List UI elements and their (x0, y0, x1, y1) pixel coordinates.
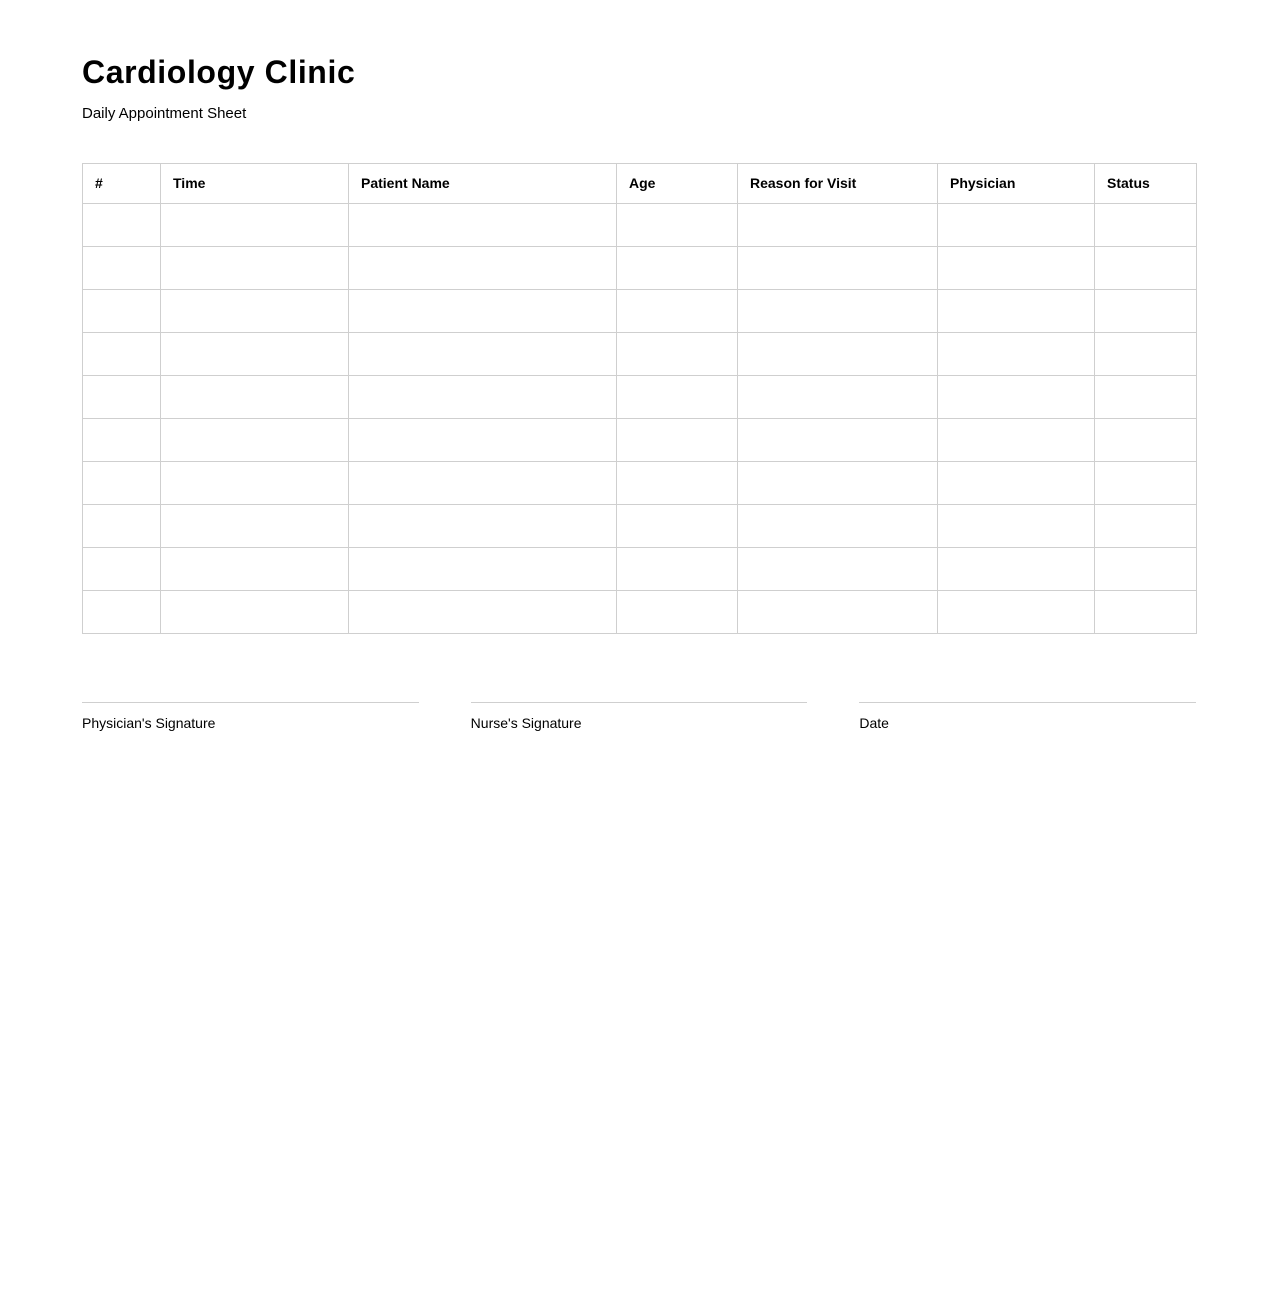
table-cell-reason[interactable] (738, 289, 938, 332)
table-row[interactable] (83, 547, 1197, 590)
table-cell-patient[interactable] (349, 246, 617, 289)
appointment-table (82, 163, 1197, 634)
signature-row (82, 634, 1196, 732)
table-row[interactable] (83, 461, 1197, 504)
table-cell-reason[interactable] (738, 461, 938, 504)
table-cell-patient[interactable] (349, 332, 617, 375)
signature-label-physician: Physician's Signature (82, 714, 216, 731)
table-cell-patient[interactable] (349, 418, 617, 461)
column-header-time: Time (161, 163, 349, 203)
table-header-row (83, 163, 1197, 203)
table-cell-number[interactable] (83, 289, 161, 332)
table-cell-reason[interactable] (738, 504, 938, 547)
table-cell-age[interactable] (617, 418, 738, 461)
table-cell-age[interactable] (617, 590, 738, 633)
table-cell-patient[interactable] (349, 375, 617, 418)
table-row[interactable] (83, 590, 1197, 633)
table-cell-number[interactable] (83, 203, 161, 246)
table-cell-status[interactable] (1095, 418, 1197, 461)
table-cell-reason[interactable] (738, 203, 938, 246)
table-cell-number[interactable] (83, 547, 161, 590)
table-body (83, 203, 1197, 633)
table-cell-physician[interactable] (938, 246, 1095, 289)
table-cell-time[interactable] (161, 246, 349, 289)
appointment-table-wrapper (82, 123, 1196, 634)
table-cell-patient[interactable] (349, 461, 617, 504)
table-row[interactable] (83, 246, 1197, 289)
table-row[interactable] (83, 504, 1197, 547)
table-cell-age[interactable] (617, 547, 738, 590)
table-cell-status[interactable] (1095, 461, 1197, 504)
signature-block-date (859, 702, 1196, 732)
table-cell-number[interactable] (83, 375, 161, 418)
signature-block-nurse (471, 702, 808, 732)
table-cell-age[interactable] (617, 461, 738, 504)
table-cell-status[interactable] (1095, 504, 1197, 547)
table-cell-patient[interactable] (349, 547, 617, 590)
table-row[interactable] (83, 332, 1197, 375)
table-cell-age[interactable] (617, 289, 738, 332)
table-cell-number[interactable] (83, 418, 161, 461)
table-cell-physician[interactable] (938, 547, 1095, 590)
table-cell-age[interactable] (617, 246, 738, 289)
table-cell-patient[interactable] (349, 203, 617, 246)
signature-label-date: Date (859, 714, 889, 731)
sheet-content (82, 0, 1196, 731)
table-row[interactable] (83, 418, 1197, 461)
table-cell-physician[interactable] (938, 504, 1095, 547)
table-cell-patient[interactable] (349, 590, 617, 633)
table-row[interactable] (83, 203, 1197, 246)
table-cell-time[interactable] (161, 289, 349, 332)
table-cell-number[interactable] (83, 461, 161, 504)
column-header-patient: Patient Name (349, 163, 617, 203)
table-cell-physician[interactable] (938, 590, 1095, 633)
table-cell-time[interactable] (161, 504, 349, 547)
column-header-status: Status (1095, 163, 1197, 203)
table-cell-patient[interactable] (349, 504, 617, 547)
signature-block-physician (82, 702, 419, 732)
table-cell-status[interactable] (1095, 375, 1197, 418)
table-cell-physician[interactable] (938, 332, 1095, 375)
table-cell-age[interactable] (617, 332, 738, 375)
table-cell-age[interactable] (617, 504, 738, 547)
table-cell-physician[interactable] (938, 461, 1095, 504)
table-cell-reason[interactable] (738, 332, 938, 375)
column-header-age: Age (617, 163, 738, 203)
column-header-number: # (83, 163, 161, 203)
table-cell-physician[interactable] (938, 203, 1095, 246)
signature-label-nurse: Nurse's Signature (470, 714, 582, 731)
table-cell-status[interactable] (1095, 289, 1197, 332)
table-cell-time[interactable] (161, 332, 349, 375)
table-cell-patient[interactable] (349, 289, 617, 332)
table-cell-reason[interactable] (738, 547, 938, 590)
table-cell-time[interactable] (161, 547, 349, 590)
table-cell-status[interactable] (1095, 590, 1197, 633)
table-row[interactable] (83, 375, 1197, 418)
table-cell-time[interactable] (161, 418, 349, 461)
table-cell-time[interactable] (161, 590, 349, 633)
table-cell-reason[interactable] (738, 590, 938, 633)
table-cell-status[interactable] (1095, 547, 1197, 590)
table-cell-number[interactable] (83, 332, 161, 375)
table-cell-status[interactable] (1095, 332, 1197, 375)
table-cell-number[interactable] (83, 246, 161, 289)
table-cell-physician[interactable] (938, 375, 1095, 418)
table-cell-status[interactable] (1095, 203, 1197, 246)
table-cell-time[interactable] (161, 203, 349, 246)
table-cell-age[interactable] (617, 375, 738, 418)
table-cell-physician[interactable] (938, 289, 1095, 332)
table-cell-number[interactable] (83, 590, 161, 633)
column-header-reason: Reason for Visit (738, 163, 938, 203)
table-cell-age[interactable] (617, 203, 738, 246)
table-cell-reason[interactable] (738, 418, 938, 461)
table-cell-number[interactable] (83, 504, 161, 547)
table-header (83, 163, 1197, 203)
table-cell-reason[interactable] (738, 246, 938, 289)
column-header-physician: Physician (938, 163, 1095, 203)
page-title: Cardiology Clinic (82, 54, 356, 90)
table-row[interactable] (83, 289, 1197, 332)
table-cell-time[interactable] (161, 461, 349, 504)
page-subtitle: Daily Appointment Sheet (82, 104, 247, 122)
table-cell-time[interactable] (161, 375, 349, 418)
table-cell-physician[interactable] (938, 418, 1095, 461)
table-cell-reason[interactable] (738, 375, 938, 418)
table-cell-status[interactable] (1095, 246, 1197, 289)
